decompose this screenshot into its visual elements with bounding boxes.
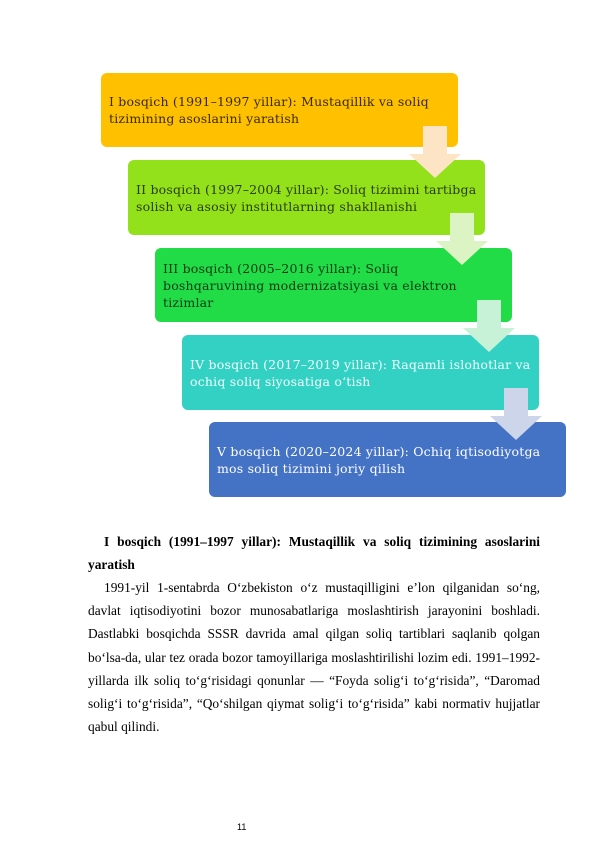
down-arrow-icon	[436, 213, 488, 265]
body-paragraph: 1991-yil 1-sentabrda O‘zbekiston o‘z mustaqilligini e’lon qilganidan so‘ng, davlat iqtisodiyotini bozor munosabatlariga moslashtirish jarayonini boshladi. Dastlabki bosqichda SSSR davrida amal qilgan soliq tartiblari saqlanib qolgan bo‘lsa-da, ular tez orada bozor tamoyillariga moslashtirilishi lozim edi. 1991–1992-yillarda ilk soliq to‘g‘risidagi qonunlar — “Foyda solig‘i to‘g‘risida”, “Daromad solig‘i to‘g‘risida”, “Qo‘shilgan qiymat solig‘i to‘g‘risida” kabi normativ hujjatlar qabul qilindi.	[88, 580, 540, 735]
stage-1-label: I bosqich (1991–1997 yillar): Mustaqillik va soliq tizimining asoslarini yaratish	[109, 94, 429, 126]
down-arrow-icon	[409, 126, 461, 178]
stage-1-box	[101, 73, 458, 147]
down-arrow-icon	[490, 388, 542, 440]
stage-3-label: III bosqich (2005–2016 yillar): Soliq boshqaruvining modernizatsiyasi va elektron tizimlar	[163, 260, 457, 310]
page-number: 11	[237, 822, 247, 832]
stage-2-label: II bosqich (1997–2004 yillar): Soliq tizimini tartibga solish va asosiy institutlarning shakllanishi	[136, 181, 477, 214]
stage-5-label: V bosqich (2020–2024 yillar): Ochiq iqtisodiyotga mos soliq tizimini joriy qilish	[217, 443, 541, 476]
down-arrow-icon	[463, 300, 515, 352]
section-heading: I bosqich (1991–1997 yillar): Mustaqillik va soliq tizimining asoslarini yaratish	[88, 534, 540, 573]
stage-4-label: IV bosqich (2017–2019 yillar): Raqamli islohotlar va ochiq soliq siyosatiga o‘tish	[190, 356, 531, 389]
